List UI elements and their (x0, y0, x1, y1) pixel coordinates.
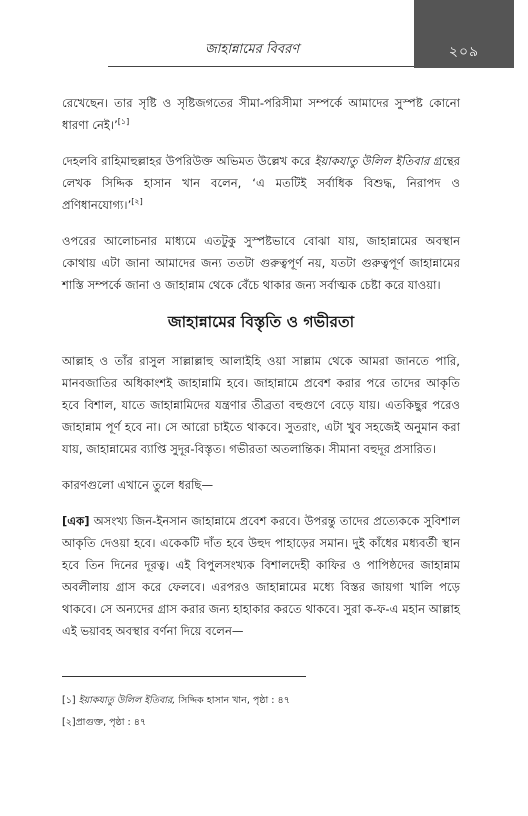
paragraph-2-text-a: দেহলবি রাহিমাহুল্লাহর উপরিউক্ত অভিমত উল্লেখ করে (62, 154, 315, 168)
paragraph-1 (62, 92, 460, 136)
page-number: ২০৯ (448, 44, 480, 60)
running-title: জাহান্নামের বিবরণ (205, 42, 300, 57)
footnotes (62, 690, 460, 734)
paragraph-3: ওপরের আলোচনার মাধ্যমে এতটুকু সুস্পষ্টভাবে বোঝা যায়, জাহান্নামের অবস্থান কোথায় এটা জানা আমাদের জন্য ততটা গুরুত্বপূর্ণ নয়, যতটা গুরুত্বপূর্ণ জাহান্নামের শাস্তি সম্পর্কে জানা ও জাহান্নাম থেকে বেঁচে থাকার জন্য সর্বাত্মক চেষ্টা করে যাওয়া। (62, 234, 460, 292)
footnote-2-number: [২] (62, 717, 76, 728)
paragraph-6-text: অসংখ্য জিন-ইনসান জাহান্নামে প্রবেশ করবে। উপরন্তু তাদের প্রত্যেককে সুবিশাল আকৃতি দেওয়া হবে। একেকটি দাঁত হবে উহুদ পাহাড়ের সমান। দুই কাঁধের মধ্যবর্তী স্থান হবে তিন দিনের দূরত্ব। এই বিপুলসংখ্যক বিশালদেহী কাফির ও পাপিষ্ঠদের জাহান্নাম অবলীলায় গ্রাস করে ফেলবে। এরপরও জাহান্নামের মধ্যে বিস্তর জায়গা খালি পড়ে থাকবে। সে অন্যদের গ্রাস করার জন্য হাহাকার করতে থাকবে। সুরা ক-ফ-এ মহান আল্লাহ এই ভয়াবহ অবস্থার বর্ণনা দিয়ে বলেন— (62, 514, 460, 638)
footnote-1-book: ইয়াকযাতু উলিল ইতিবার, (78, 695, 176, 706)
paragraph-4: আল্লাহ ও তাঁর রাসুল সাল্লাল্লাহু আলাইহি ওয়া সাল্লাম থেকে আমরা জানতে পারি, মানবজাতির অধিকাংশই জাহান্নামি হবে। জাহান্নামে প্রবেশ করার পরে তাদের আকৃতি হবে বিশাল, যাতে জাহান্নামিদের যন্ত্রণার তীব্রতা বহুগুণে বেড়ে যায়। এতকিছুর পরেও জাহান্নাম পূর্ণ হবে না। সে আরো চাইতে থাকবে। সুতরাং, এটা খুব সহজেই অনুমান করা যায়, জাহান্নামের ব্যাপ্তি সুদূর-বিস্তৃত। গভীরতা অতলান্তিক। সীমানা বহুদূর প্রসারিত। (62, 354, 460, 456)
footnote-1-number: [১] (62, 695, 76, 706)
list-marker: [এক] (62, 514, 90, 528)
header-divider (108, 66, 414, 67)
footnote-1 (62, 690, 460, 712)
paragraph-5: কারণগুলো এখানে তুলে ধরছি— (62, 478, 214, 492)
footnote-2 (62, 712, 460, 734)
paragraph-2-text-b: গ্রন্থের লেখক সিদ্দিক হাসান খান বলেন, ‘এ মতটিই সর্বাধিক বিশুদ্ধ, নিরাপদ ও প্রণিধানযোগ্য।’ (62, 154, 460, 212)
book-title: ইয়াকযাতু উলিল ইতিবার (314, 154, 430, 168)
page-header (0, 0, 528, 70)
footnote-divider (62, 676, 306, 677)
footnote-ref-1[interactable]: [১] (117, 117, 130, 127)
paragraph-2 (62, 150, 460, 216)
paragraph-1-text: রেখেছেন। তার সৃষ্টি ও সৃষ্টিজগতের সীমা-পরিসীমা সম্পর্কে আমাদের সুস্পষ্ট কোনো ধারণা নেই।’ (62, 96, 460, 132)
page-body (62, 92, 460, 656)
paragraph-6 (62, 510, 460, 642)
footnote-ref-2[interactable]: [২] (131, 197, 143, 207)
footnote-1-text: সিদ্দিক হাসান খান, পৃষ্ঠা : ৪৭ (175, 695, 290, 706)
section-heading: জাহান্নামের বিস্তৃতি ও গভীরতা (167, 313, 355, 331)
page-number-tab (414, 0, 514, 68)
footnote-2-text: প্রাগুক্ত, পৃষ্ঠা : ৪৭ (75, 717, 147, 728)
